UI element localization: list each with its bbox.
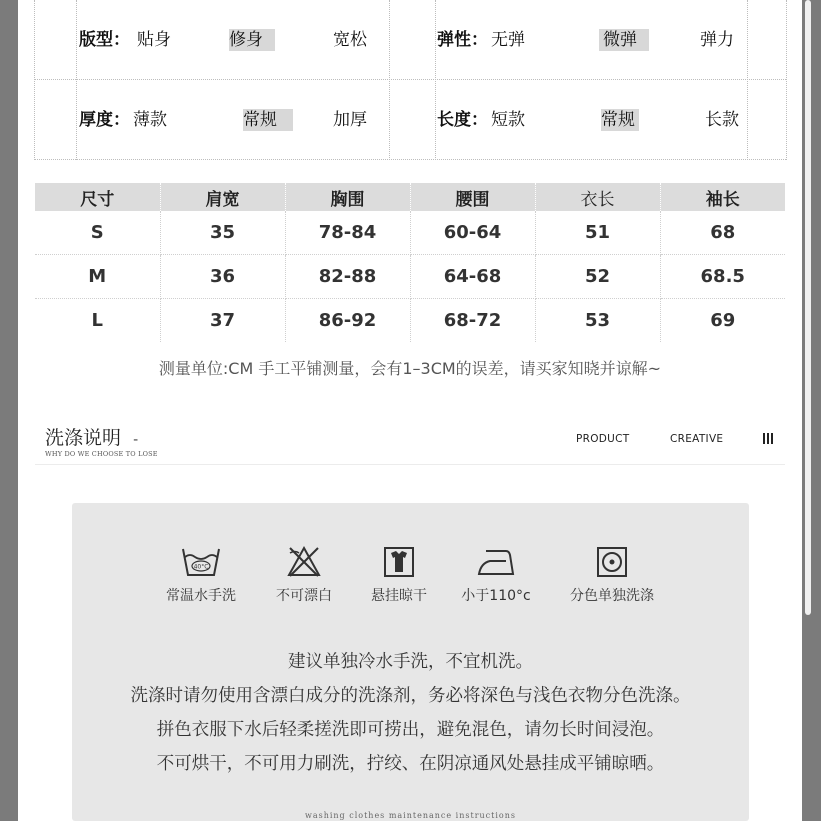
hang-dry-icon bbox=[382, 545, 416, 579]
table-cell: 69 bbox=[710, 310, 736, 331]
panel-caption: washing clothes maintenance instructions bbox=[304, 811, 517, 820]
table-cell: 35 bbox=[160, 211, 285, 255]
care-item-wash-separately bbox=[566, 545, 658, 605]
header-shoulder: 肩宽 bbox=[160, 183, 285, 211]
table-cell: 68 bbox=[660, 211, 785, 255]
measurement-note: 测量单位:CM 手工平铺测量，会有1–3CM的误差，请买家知晓并谅解~ bbox=[158, 359, 662, 378]
washing-title-text: 洗涤说明 bbox=[45, 427, 122, 449]
header-length: 衣长 bbox=[535, 183, 660, 211]
thickness-label: 厚度： bbox=[79, 110, 130, 130]
table-row bbox=[35, 255, 785, 299]
instruction-line: 不可烘干，不可用力刷洗，拧绞、在阴凉通风处悬挂成平铺晾晒。 bbox=[156, 754, 665, 774]
elastic-option-slight-selected: 微弹 bbox=[599, 29, 649, 51]
size-table-header bbox=[35, 183, 785, 211]
table-cell: S bbox=[35, 211, 160, 255]
attribute-grid bbox=[34, 0, 787, 160]
care-instructions-panel bbox=[72, 503, 749, 821]
table-row bbox=[35, 211, 785, 255]
table-cell: M bbox=[35, 255, 160, 299]
nav-link-creative[interactable]: CREATIVE bbox=[670, 433, 724, 445]
instruction-line: 洗涤时请勿使用含漂白成分的洗涤剂，务必将深色与浅色衣物分色洗涤。 bbox=[130, 686, 691, 706]
length-option-regular-selected: 常规 bbox=[601, 109, 639, 131]
scrollbar-thumb[interactable] bbox=[805, 0, 811, 615]
thickness-option-thick: 加厚 bbox=[333, 110, 367, 130]
grid-divider bbox=[35, 159, 786, 160]
table-cell: 53 bbox=[535, 299, 660, 343]
elastic-option-stretch: 弹力 bbox=[700, 30, 734, 50]
section-divider bbox=[35, 464, 785, 465]
care-item-hang-dry bbox=[363, 545, 435, 605]
table-row bbox=[35, 299, 785, 343]
care-item-hand-wash bbox=[162, 545, 240, 605]
washing-subtitle: WHY DO WE CHOOSE TO LOSE bbox=[45, 450, 158, 458]
header-sleeve: 袖长 bbox=[660, 183, 785, 211]
care-label: 不可漂白 bbox=[276, 588, 332, 604]
no-bleach-icon bbox=[287, 545, 321, 579]
header-bust: 胸围 bbox=[285, 183, 410, 211]
grid-divider bbox=[747, 0, 748, 160]
header-waist: 腰围 bbox=[410, 183, 535, 211]
hand-wash-icon bbox=[181, 545, 221, 579]
iron-icon bbox=[476, 545, 516, 579]
elastic-label: 弹性： bbox=[437, 30, 488, 50]
fit-option-loose: 宽松 bbox=[333, 30, 367, 50]
care-label: 悬挂晾干 bbox=[371, 588, 427, 604]
wash-temperature-label: 40°C bbox=[193, 563, 209, 571]
table-cell: L bbox=[35, 299, 160, 343]
fit-label: 版型： bbox=[79, 30, 130, 50]
instruction-line: 建议单独冷水手洗，不宜机洗。 bbox=[288, 652, 533, 672]
length-option-short: 短款 bbox=[491, 110, 525, 130]
table-cell: 68-72 bbox=[410, 299, 535, 343]
fit-option-fitted: 贴身 bbox=[137, 30, 171, 50]
table-cell: 60-64 bbox=[410, 211, 535, 255]
size-table bbox=[35, 183, 785, 342]
grid-divider bbox=[35, 79, 786, 80]
length-label: 长度： bbox=[437, 110, 488, 130]
fit-option-slim-selected: 修身 bbox=[229, 29, 275, 51]
grid-divider bbox=[389, 0, 390, 160]
care-item-no-bleach bbox=[268, 545, 340, 605]
table-cell: 78-84 bbox=[285, 211, 410, 255]
washing-title-dash: - bbox=[133, 432, 139, 448]
menu-icon[interactable] bbox=[763, 433, 774, 444]
care-label: 分色单独洗涤 bbox=[570, 588, 654, 604]
header-size: 尺寸 bbox=[35, 183, 160, 211]
grid-divider bbox=[76, 0, 77, 160]
table-cell: 82-88 bbox=[285, 255, 410, 299]
table-cell: 52 bbox=[535, 255, 660, 299]
nav-link-product[interactable]: PRODUCT bbox=[576, 433, 630, 445]
thickness-option-thin: 薄款 bbox=[133, 110, 167, 130]
instruction-line: 拼色衣服下水后轻柔搓洗即可捞出，避免混色，请勿长时间浸泡。 bbox=[156, 720, 665, 740]
length-option-long: 长款 bbox=[705, 110, 739, 130]
table-cell: 68.5 bbox=[660, 255, 785, 299]
table-cell: 86-92 bbox=[285, 299, 410, 343]
elastic-option-none: 无弹 bbox=[491, 30, 525, 50]
care-label: 小于110°c bbox=[461, 588, 531, 604]
table-cell: 51 bbox=[535, 211, 660, 255]
washing-section-title bbox=[45, 423, 138, 450]
grid-divider bbox=[435, 0, 436, 160]
table-cell: 64-68 bbox=[410, 255, 535, 299]
table-cell: 36 bbox=[160, 255, 285, 299]
table-cell: 37 bbox=[160, 299, 285, 343]
thickness-option-regular-selected: 常规 bbox=[243, 109, 293, 131]
vertical-scrollbar[interactable] bbox=[802, 0, 821, 821]
care-item-iron bbox=[456, 545, 536, 605]
wash-separately-icon bbox=[595, 545, 629, 579]
care-label: 常温水手洗 bbox=[166, 588, 236, 604]
